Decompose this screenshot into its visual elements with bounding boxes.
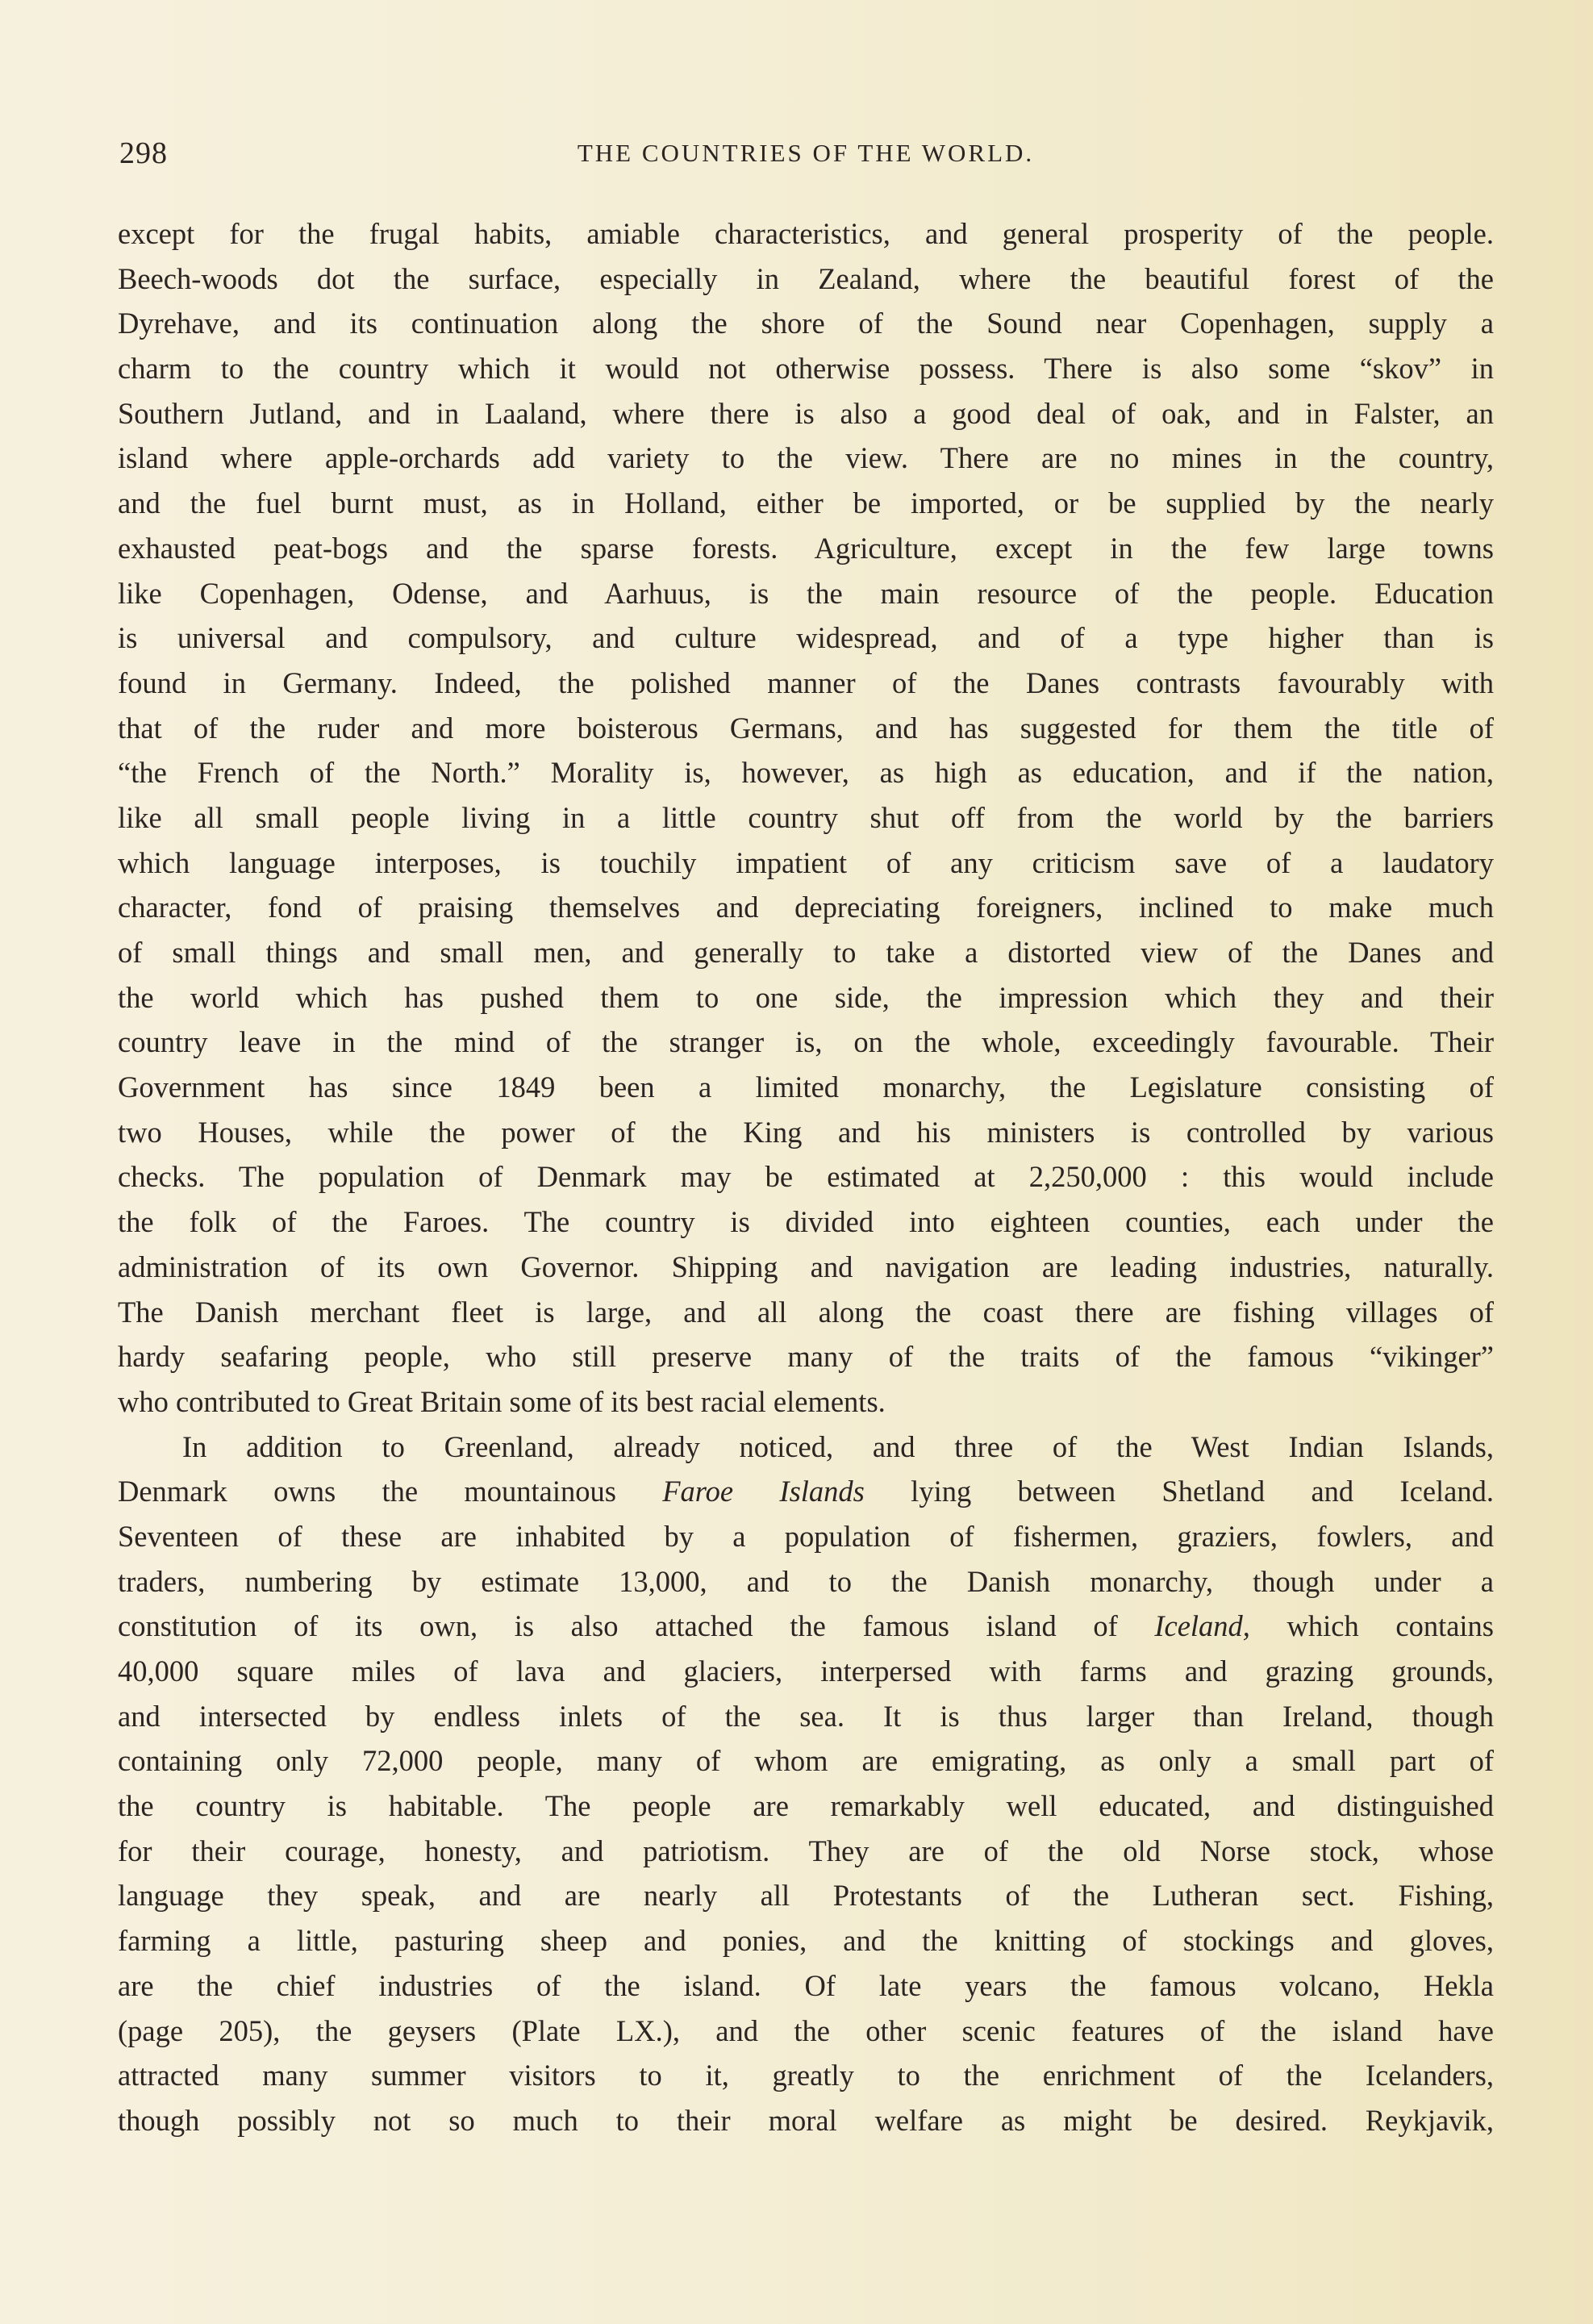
text-line: [118, 1469, 1494, 1514]
text-line: are the chief industries of the island. Of late years the famous volcano, Hekla: [118, 1968, 1494, 2002]
text-line: Dyrehave, and its continuation along the shore of the Sound near Copenhagen, supply a: [118, 307, 1494, 340]
text-line: character, fond of praising themselves and depreciating foreigners, inclined to make much: [118, 891, 1494, 924]
text-line: like all small people living in a little country shut off from the world by the barriers: [118, 800, 1494, 834]
text-line: language they speak, and are nearly all Protestants of the Lutheran sect. Fishing,: [118, 1879, 1494, 1913]
text-line: is universal and compulsory, and culture widespread, and of a type higher than is: [118, 621, 1494, 655]
text-line: Southern Jutland, and in Laaland, where there is also a good deal of oak, and in Falster, an: [118, 396, 1494, 430]
paragraph-danish-possessions: [118, 1425, 1494, 2143]
text-line: two Houses, while the power of the King and his ministers is controlled by various: [118, 1115, 1494, 1149]
text-line: attracted many summer visitors to it, greatly to the enrichment of the Icelanders,: [118, 2059, 1494, 2092]
text-line: of small things and small men, and generally to take a distorted view of the Danes and: [118, 936, 1494, 969]
text-line: except for the frugal habits, amiable characteristics, and general prosperity of the people.: [118, 217, 1494, 250]
text-segment: lying between Shetland and Iceland.: [864, 1475, 1494, 1508]
text-segment: which contains: [1249, 1609, 1494, 1643]
text-line: (page 205), the geysers (Plate LX.), and the other scenic features of the island have: [118, 2013, 1494, 2047]
text-line: like Copenhagen, Odense, and Aarhuus, is the main resource of the people. Education: [118, 576, 1494, 610]
text-line: The Danish merchant fleet is large, and all along the coast there are fishing villages of: [118, 1295, 1494, 1329]
text-line: though possibly not so much to their moral welfare as might be desired. Reykjavik,: [118, 2103, 1494, 2137]
text-line: the country is habitable. The people are remarkably well educated, and distinguished: [118, 1789, 1494, 1823]
italic-place-name: Faroe Islands: [662, 1475, 865, 1508]
text-line: who contributed to Great Britain some of its best racial elements.: [118, 1384, 886, 1418]
italic-place-name: Iceland,: [1154, 1609, 1250, 1643]
text-line: [118, 1604, 1494, 1649]
text-line: and the fuel burnt must, as in Holland, either be imported, or be supplied by the nearly: [118, 486, 1494, 520]
running-head: [119, 136, 1492, 181]
text-segment: Denmark owns the mountainous: [118, 1475, 663, 1508]
text-line: administration of its own Governor. Shipping and navigation are leading industries, naturally.: [118, 1250, 1494, 1283]
text-line: charm to the country which it would not otherwise possess. There is also some “skov” in: [118, 352, 1494, 386]
text-line: In addition to Greenland, already noticed, and three of the West Indian Islands,: [182, 1429, 1494, 1463]
text-line: hardy seafaring people, who still preserve many of the traits of the famous “vikinger”: [118, 1340, 1494, 1374]
text-line: Seventeen of these are inhabited by a population of fishermen, graziers, fowlers, and: [118, 1519, 1494, 1553]
text-line: containing only 72,000 people, many of whom are emigrating, as only a small part of: [118, 1744, 1494, 1778]
running-title: THE COUNTRIES OF THE WORLD.: [577, 139, 1035, 167]
text-segment: constitution of its own, is also attached the famous island of: [118, 1609, 1155, 1643]
text-line: traders, numbering by estimate 13,000, and to the Danish monarchy, though under a: [118, 1564, 1494, 1598]
text-line: which language interposes, is touchily impatient of any criticism save of a laudatory: [118, 845, 1494, 879]
text-line: found in Germany. Indeed, the polished manner of the Danes contrasts favourably with: [118, 665, 1494, 699]
text-line: 40,000 square miles of lava and glaciers, interpersed with farms and grazing grounds,: [118, 1654, 1494, 1688]
text-line: island where apple-orchards add variety to the view. There are no mines in the country,: [118, 441, 1494, 475]
text-line: farming a little, pasturing sheep and ponies, and the knitting of stockings and gloves,: [118, 1924, 1494, 1958]
text-line: that of the ruder and more boisterous Germans, and has suggested for them the title of: [118, 711, 1494, 745]
text-line: checks. The population of Denmark may be estimated at 2,250,000 : this would include: [118, 1160, 1494, 1194]
text-line: Government has since 1849 been a limited monarchy, the Legislature consisting of: [118, 1070, 1494, 1104]
text-line: Beech-woods dot the surface, especially in Zealand, where the beautiful forest of the: [118, 261, 1494, 295]
body-text: [118, 211, 1494, 2143]
text-line: and intersected by endless inlets of the sea. It is thus larger than Ireland, though: [118, 1699, 1494, 1733]
paragraph-denmark-description: [118, 211, 1494, 1425]
page-number: 298: [119, 136, 168, 170]
text-line: country leave in the mind of the stranger is, on the whole, exceedingly favourable. Their: [118, 1025, 1494, 1059]
text-line: for their courage, honesty, and patriotism. They are of the old Norse stock, whose: [118, 1834, 1494, 1867]
text-line: “the French of the North.” Morality is, however, as high as education, and if the nation,: [118, 756, 1494, 790]
text-line: exhausted peat-bogs and the sparse forests. Agriculture, except in the few large towns: [118, 531, 1494, 565]
text-line: the world which has pushed them to one side, the impression which they and their: [118, 980, 1494, 1014]
text-line: the folk of the Faroes. The country is divided into eighteen counties, each under the: [118, 1205, 1494, 1239]
